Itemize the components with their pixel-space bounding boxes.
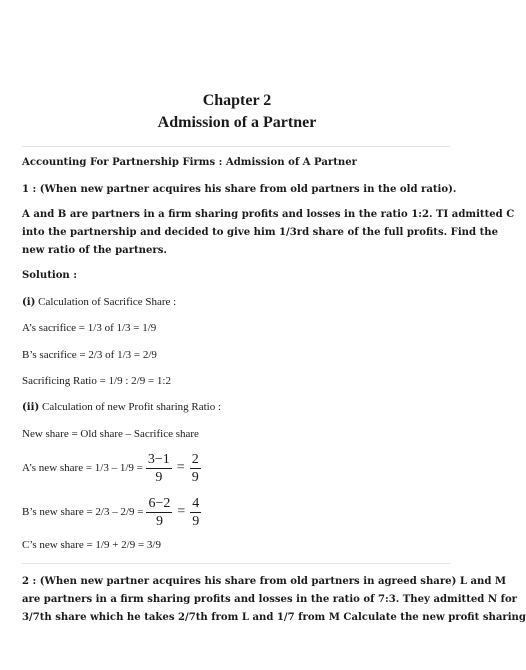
fraction-numerator: 2 bbox=[191, 451, 199, 467]
divider-bottom bbox=[22, 563, 450, 564]
a-new-share-prefix: A’s new share = 1/3 – 1/9 = bbox=[22, 462, 143, 474]
solution-label: Solution : bbox=[22, 270, 78, 281]
fraction bbox=[190, 495, 201, 530]
fraction-denominator: 9 bbox=[155, 513, 163, 529]
fraction-numerator: 3−1 bbox=[147, 451, 170, 467]
b-new-share bbox=[22, 492, 204, 532]
step-ii bbox=[22, 401, 221, 413]
step-i bbox=[22, 296, 176, 308]
step-i-marker: (i) bbox=[22, 297, 36, 308]
fraction-numerator: 4 bbox=[192, 495, 200, 511]
question-2-line: are partners in a firm sharing profits and losses in the ratio of 7:3. They admitted N for bbox=[22, 594, 518, 605]
equals-sign: = bbox=[176, 460, 185, 475]
question-1-line: into the partnership and decided to give him 1/3rd share of the full profits. Find the bbox=[22, 227, 499, 238]
question-1-line: new ratio of the partners. bbox=[22, 245, 167, 256]
fraction-numerator: 6−2 bbox=[148, 495, 171, 511]
fraction bbox=[146, 451, 172, 486]
fraction-denominator: 9 bbox=[191, 469, 199, 485]
fraction-denominator: 9 bbox=[155, 469, 163, 485]
fraction bbox=[146, 495, 172, 530]
question-1-line: A and B are partners in a firm sharing profits and losses in the ratio 1:2. TI admitted C bbox=[22, 209, 515, 220]
section-heading: Accounting For Partnership Firms : Admission of A Partner bbox=[22, 157, 357, 168]
page-title: Admission of a Partner bbox=[157, 114, 317, 131]
step-ii-text: Calculation of new Profit sharing Ratio : bbox=[39, 401, 222, 413]
divider-top bbox=[22, 146, 450, 147]
fraction bbox=[190, 451, 201, 486]
question-2-line: 2 : (When new partner acquires his share from old partners in agreed share) L and M bbox=[22, 576, 507, 587]
question-1-label: 1 : (When new partner acquires his share from old partners in the old ratio). bbox=[22, 184, 457, 195]
chapter-number: Chapter 2 bbox=[202, 92, 272, 109]
b-new-share-prefix: B’s new share = 2/3 – 2/9 = bbox=[22, 506, 144, 518]
c-new-share: C’s new share = 1/9 + 2/9 = 3/9 bbox=[22, 539, 161, 551]
a-sacrifice: A’s sacrifice = 1/3 of 1/3 = 1/9 bbox=[22, 322, 157, 334]
equals-sign: = bbox=[177, 504, 186, 519]
sacrificing-ratio: Sacrificing Ratio = 1/9 : 2/9 = 1:2 bbox=[22, 375, 171, 387]
b-sacrifice: B’s sacrifice = 2/3 of 1/3 = 2/9 bbox=[22, 349, 157, 361]
new-share-rule: New share = Old share – Sacrifice share bbox=[22, 428, 199, 440]
fraction-denominator: 9 bbox=[192, 513, 200, 529]
step-ii-marker: (ii) bbox=[22, 402, 40, 413]
a-new-share bbox=[22, 448, 204, 488]
question-2-line: 3/7th share which he takes 2/7th from L and 1/7 from M Calculate the new profit sharing bbox=[22, 612, 526, 623]
step-i-text: Calculation of Sacrifice Share : bbox=[35, 296, 177, 308]
